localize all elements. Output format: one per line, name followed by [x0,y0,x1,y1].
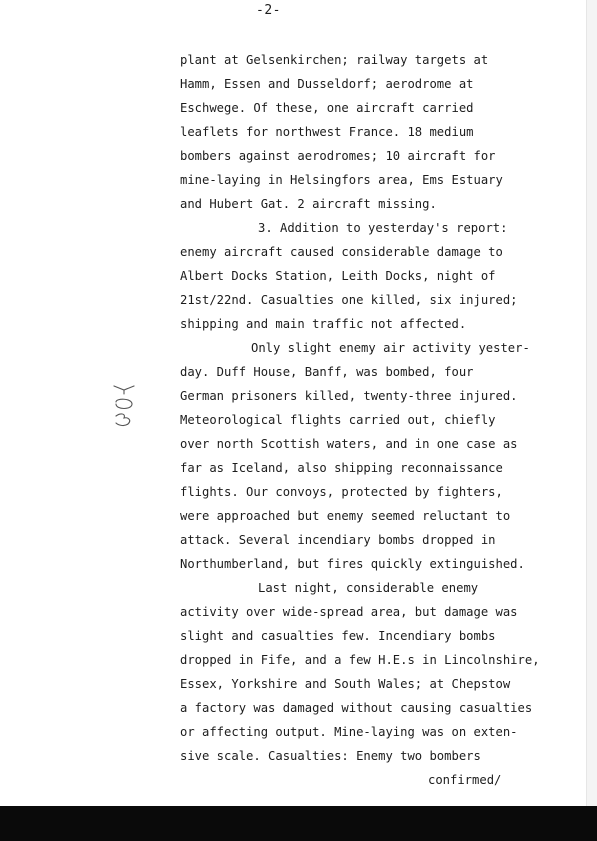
text-line: Hamm, Essen and Dusseldorf; aerodrome at [180,77,474,91]
text-line: attack. Several incendiary bombs dropped in [180,533,496,547]
text-line: a factory was damaged without causing casualties [180,701,533,715]
text-line: were approached but enemy seemed reluctant to [180,509,511,523]
text-line: far as Iceland, also shipping reconnaissance [180,461,503,475]
text-line: and Hubert Gat. 2 aircraft missing. [180,197,437,211]
text-line: Northumberland, but fires quickly extinguished. [180,557,525,571]
text-line: sive scale. Casualties: Enemy two bombers [180,749,481,763]
text-line: 21st/22nd. Casualties one killed, six injured; [180,293,518,307]
text-line: or affecting output. Mine-laying was on exten- [180,725,518,739]
text-line: flights. Our convoys, protected by fighters, [180,485,503,499]
page-number: -2- [256,3,281,18]
text-line: over north Scottish waters, and in one case as [180,437,518,451]
text-line: bombers against aerodromes; 10 aircraft for [180,149,496,163]
text-line: Meteorological flights carried out, chiefly [180,413,496,427]
text-line: leaflets for northwest France. 18 medium [180,125,474,139]
page-edge [586,0,597,841]
text-line: slight and casualties few. Incendiary bombs [180,629,496,643]
text-line: plant at Gelsenkirchen; railway targets at [180,53,489,67]
text-line: dropped in Fife, and a few H.E.s in Lincolnshire, [180,653,540,667]
text-line: enemy aircraft caused considerable damage to [180,245,503,259]
text-line: Eschwege. Of these, one aircraft carried [180,101,474,115]
text-line: shipping and main traffic not affected. [180,317,467,331]
text-line: day. Duff House, Banff, was bombed, four [180,365,474,379]
text-line: Only slight enemy air activity yester- [251,341,530,355]
scan-border-bottom [0,806,597,841]
text-line: activity over wide-spread area, but damage was [180,605,518,619]
handwritten-margin-annotation [112,380,136,430]
text-line: mine-laying in Helsingfors area, Ems Estuary [180,173,503,187]
text-line: Albert Docks Station, Leith Docks, night of [180,269,496,283]
text-line: Essex, Yorkshire and South Wales; at Chepstow [180,677,511,691]
text-line: Last night, considerable enemy [258,581,479,595]
text-line: German prisoners killed, twenty-three injured. [180,389,518,403]
text-line: confirmed/ [428,773,502,787]
text-line: 3. Addition to yesterday's report: [258,221,508,235]
